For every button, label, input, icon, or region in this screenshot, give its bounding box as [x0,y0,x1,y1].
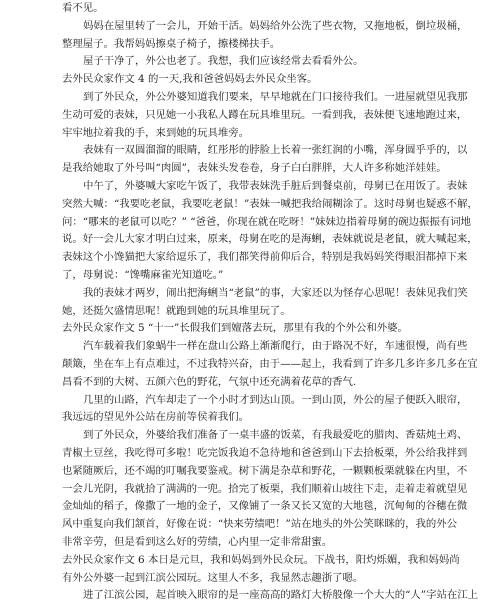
text-line: 屋子干净了，外公也老了。我想，我们应该经常去看看外公。 [83,55,364,68]
text-line: 她，还挺欠盛情思呢！就跑到她的玩具堆里玩了。 [62,304,291,317]
text-line: 去外民众家作文 6 本日是元旦，我和妈妈到外民众玩。下战书，阳灼烁媚，我和妈妈尚 [62,553,460,566]
text-line: 青椒土豆丝，我吃得可多啦！吃完饭我迫不急待地和爸爸到山下去拾板栗，外公给我拌到 [62,446,468,459]
text-line: 颠簸，坐在车上有点难过，不过我特兴奋，由于——起上，我看到了许多几多许多几多在宜 [62,357,478,370]
text-line: 表妹这个小馋猫把大家给逗乐了，我们都笑得前仰后合，特别是我妈妈笑得眼泪都掉下来 [62,251,468,264]
text-line: 进了江滨公园，起首映入眼帘的是一座高高的路灯大桥般像一个大大的“人”字站在江上 [83,589,479,602]
text-line: 到了外民众，外公外婆知道我们要来，早早地就在门口接待我们。一进屋就望见我那 [83,90,468,103]
text-line: 有外公外婆一起到江滨公园玩。这里人不多，我显然志趣浙了嗯。 [62,571,364,584]
text-line: 突然大喊：“我要吃老鼠，我要吃老鼠！”表妹一喊把我给闹糊涂了。这时母舅也疑惑不解， [62,197,478,210]
text-line: 中午了，外婆喊大家吃午饭了，我带表妹洗手脏后到餐桌前，母舅已在用饭了。表妹 [83,179,468,192]
text-line: 也紧随厥后，还不竭的叮嘱我要鉴戒。树下满是杂草和野花，一颗颗板栗就躲在内里，不 [62,464,468,477]
text-line: 牢牢地拉着我的手，来到她的玩具堆旁。 [62,126,250,139]
text-line: 风中重复向我们颔首，好像在说：“快来劳绩吧！”站在地头的外公笑眯眯的，我的外公 [62,518,458,531]
text-line: 我的表妹才两岁，闹出把海蜊当“老鼠”的事，大家还以为怪存心思呢！表妹见我们笑 [83,286,468,299]
text-line: 几里的山路，汽车却走了一个小时才到达山顶。一到山顶，外公的屋子便跃入眼帘， [83,393,468,406]
text-line: 非常辛劳，但是看到这么好的劳绩，心内里一定非常甜蜜。 [62,535,333,548]
text-line: 去外民众家作文 4 的一天,我和爸爸妈妈去外民众坐客。 [62,73,318,86]
text-line: 金灿灿的稻子，像撒了一地的金子，又像铺了一条又长又宽的大地毯，沉甸甸的谷穗在微 [62,500,468,513]
text-line: 表妹有一双圆溜溜的眼睛，红彤彤的脖脸上长着一张红润的小嘴，浑身圆乎乎的，以 [83,144,468,157]
text-line: 昌看不到的大树、五颜六色的野花，气氛中还充满着花草的香气. [62,375,357,388]
text-line: 到了外民众，外婆给我们准备了一桌丰盛的饭菜，有我最爱吃的腊肉、香菇炖土鸡、 [83,429,468,442]
text-line: 妈妈在屋里转了一会儿，开始干活。妈妈给外公洗了些衣物，又拖地板，倒垃圾桶， [83,19,468,32]
text-line: 汽车载着我们象蜗牛一样在盘山公路上渐渐爬行，由于路况不好，车速很慢，尚有些 [83,340,468,353]
text-line: 生动可爱的表妹，只见她一小我私人蹲在玩具堆里玩。一看到我，表妹便飞速地跑过来， [62,108,468,121]
text-line: 是我给她取了外号叫“肉圆”，表妹头发卷卷，身子白白胖胖，大人许多称她洋娃娃。 [62,162,447,175]
text-line: 我远远的望见外公站在房前等侯着我们。 [62,411,250,424]
text-line: 整理屋子。我帮妈妈擦桌子椅子，擦楼梯扶手。 [62,37,281,50]
text-line: 看不见。 [62,2,104,14]
text-line: 了，母舅说：“馋嘴麻雀光知道吃。” [62,268,224,281]
text-line: 去外民众家作文 5 “十一”长假我们到嬗落去玩，那里有我的个外公和外婆。 [62,322,408,335]
text-line: 说。好一会儿大家才明白过来，原来，母舅在吃的是海蜊，表妹就说是老鼠，就大喊起来， [62,233,478,246]
text-line: 一会儿光阴，我就拾了满满的一兜。拾完了板栗，我们顺着山坡往下走，走着走着就望见 [62,482,468,495]
text-line: 问：“哪来的老鼠可以吃？” “爸爸，你现在就在吃呀！”妹妹边指着母舅的碗边振振有词地 [62,215,472,228]
document-body [62,0,479,605]
